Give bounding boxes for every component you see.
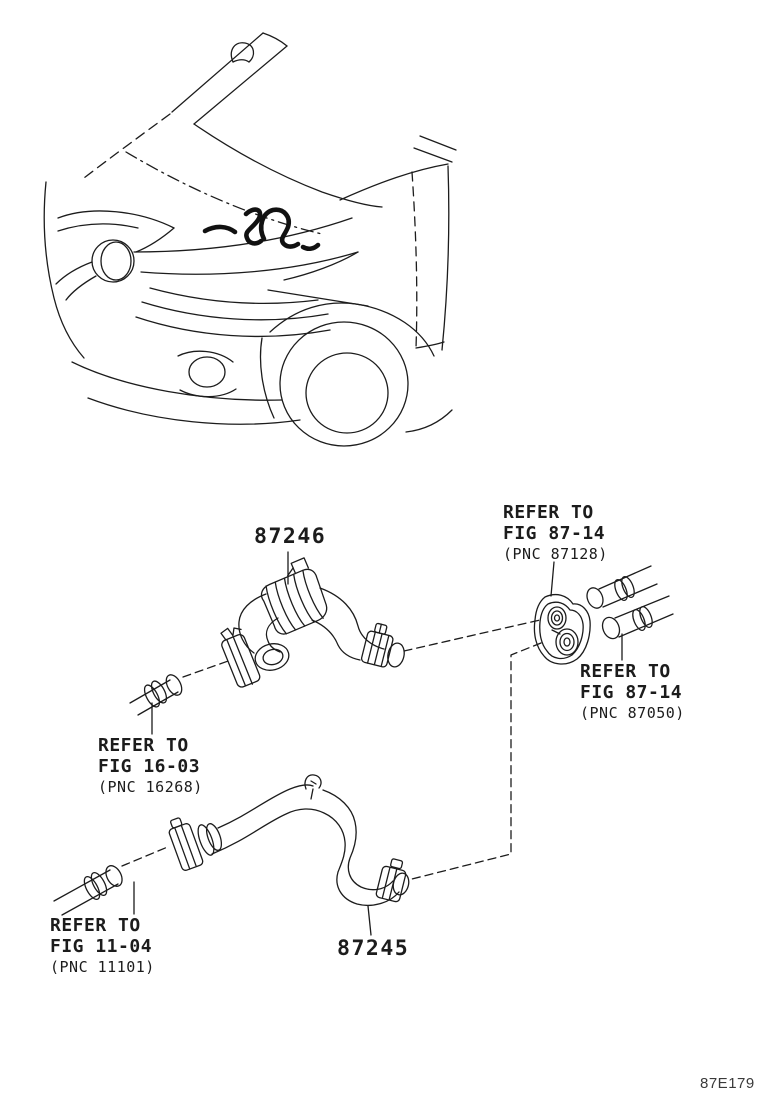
callout-line: (PNC 11101) <box>50 958 155 976</box>
headlight <box>58 211 174 252</box>
grommet-87128-drawing <box>534 595 590 664</box>
badge-circle <box>92 240 134 282</box>
part-label-87245[interactable]: 87245 <box>337 936 410 961</box>
hose-clamp-left-87245 <box>165 815 203 871</box>
callout-line: (PNC 16268) <box>98 778 203 796</box>
hose-clamp-right-87246 <box>361 622 396 668</box>
hose-clip <box>305 775 321 799</box>
drawing-code: 87E179 <box>700 1075 755 1092</box>
callout-pnc-87128[interactable] <box>503 502 608 564</box>
leader-lines <box>134 552 622 935</box>
pipe-16268-drawing <box>130 672 185 715</box>
callout-pnc-16268[interactable] <box>98 735 203 797</box>
callout-line: FIG 87-14 <box>503 523 606 544</box>
hose-87246-drawing <box>217 556 407 689</box>
part-label-87246[interactable]: 87246 <box>254 524 327 549</box>
leader-87128 <box>551 562 554 596</box>
callout-line: FIG 16-03 <box>98 756 201 777</box>
fog-lamp <box>178 351 236 396</box>
callout-line: REFER TO <box>98 735 189 756</box>
callout-line: (PNC 87050) <box>580 704 685 722</box>
hose-clamp-right-87245 <box>375 857 408 903</box>
leader-87245 <box>368 906 371 935</box>
pipe-11101-drawing <box>54 863 125 915</box>
callout-line: REFER TO <box>50 915 141 936</box>
dash-grommet-to-hose87245 <box>412 643 541 879</box>
callout-line: FIG 87-14 <box>580 682 683 703</box>
hose-open-end <box>252 640 291 673</box>
dash-pipe11101-to-hose87245 <box>122 846 170 866</box>
callout-line: REFER TO <box>580 661 671 682</box>
callout-line: FIG 11-04 <box>50 936 153 957</box>
dash-hose87246-to-grommet <box>404 620 540 651</box>
front-wheel <box>261 303 453 446</box>
side-mirror <box>231 43 253 62</box>
callout-pnc-87050[interactable] <box>580 661 685 723</box>
dash-pipe16268-to-hose87246 <box>183 660 231 677</box>
callout-pnc-11101[interactable] <box>50 915 155 977</box>
callout-line: REFER TO <box>503 502 594 523</box>
callout-line: (PNC 87128) <box>503 545 608 563</box>
pipes-87050-drawing <box>584 566 673 641</box>
